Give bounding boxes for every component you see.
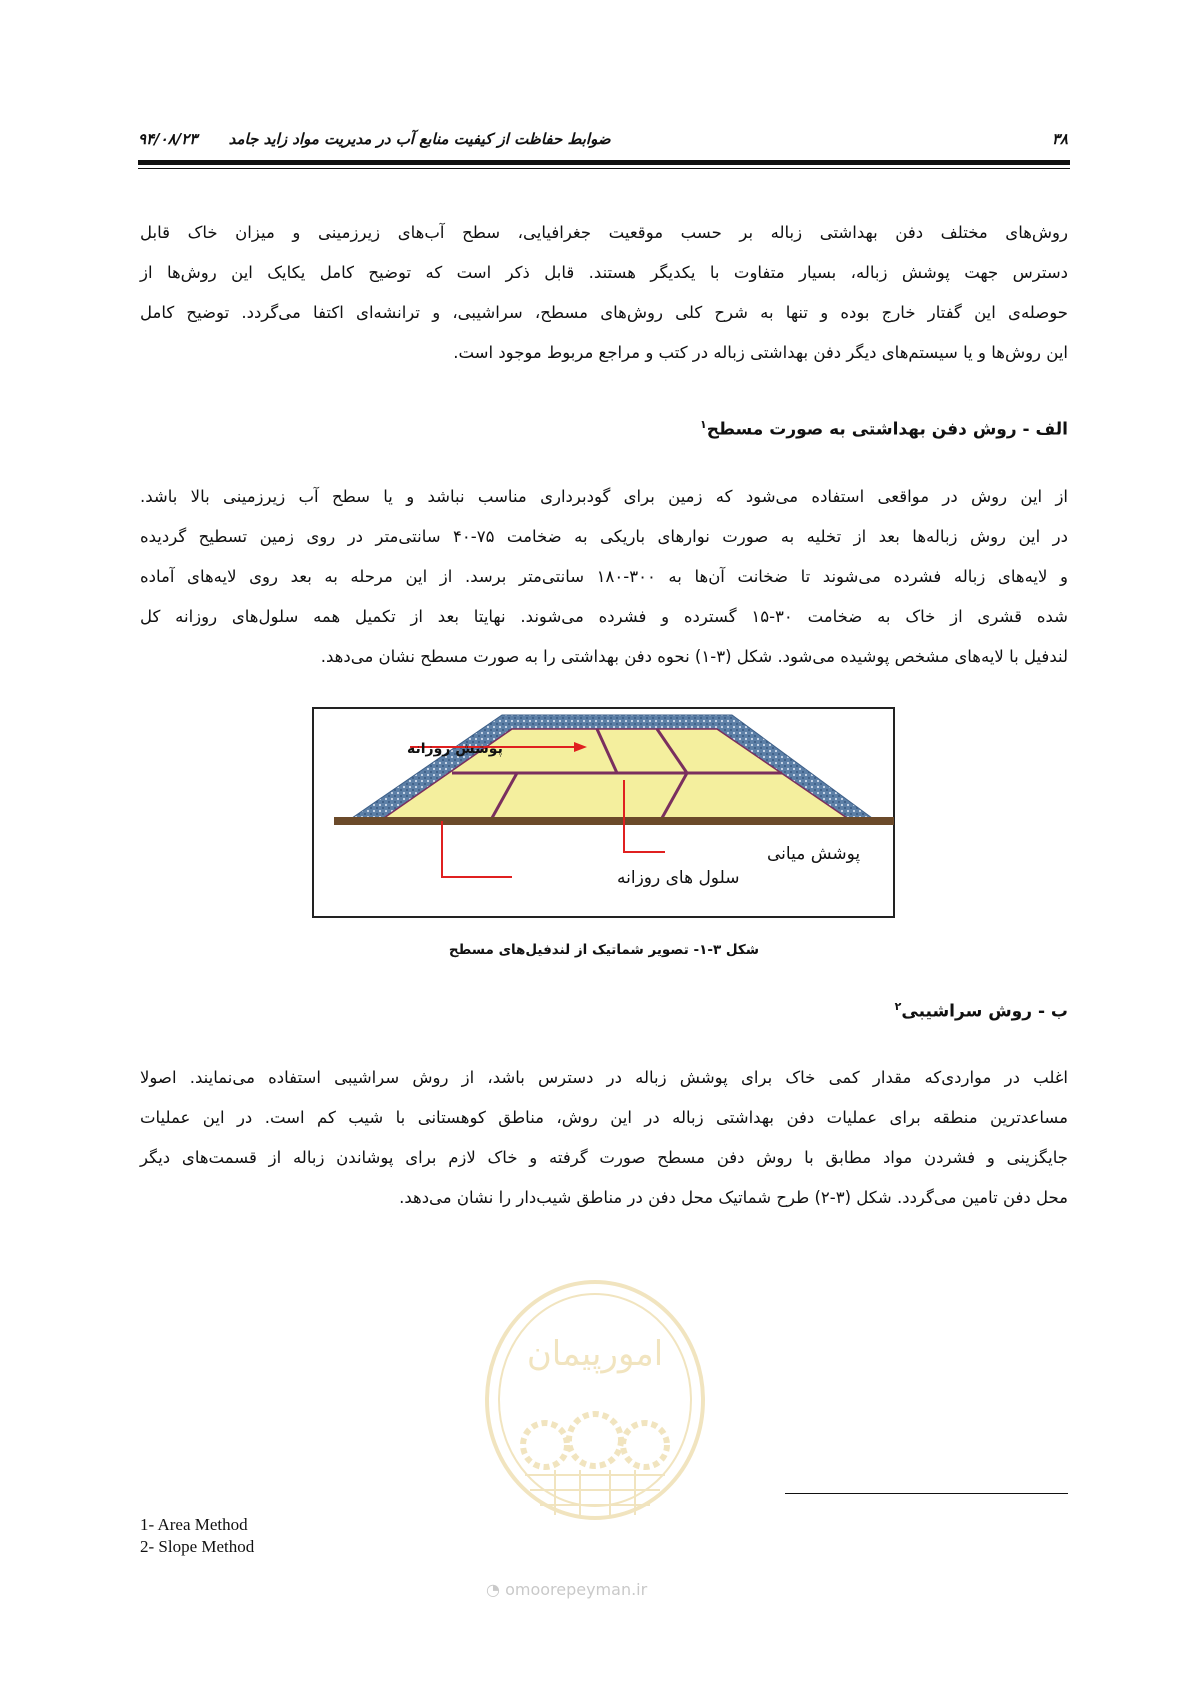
label-daily-cover: پوشش روزانه: [407, 741, 503, 757]
footnote-2: 2- Slope Method: [140, 1537, 255, 1556]
globe-icon: ◔: [486, 1580, 500, 1599]
running-header: [138, 130, 611, 148]
page-number: ۳۸: [1051, 130, 1068, 148]
text-line: روش‌های مختلف دفن بهداشتی زباله بر حسب موقعیت جغرافیایی، سطح آب‌های زیرزمینی و میزان خاک قابل: [140, 223, 1068, 242]
header-rule-thin: [138, 168, 1070, 169]
watermark-logo: [475, 1275, 715, 1555]
text-line: محل دفن تامین می‌گردد. شکل (۳-۲) طرح شماتیک محل دفن در مناطق شیب‌دار را نشان می‌دهد.: [399, 1188, 1068, 1207]
header-rule: [138, 160, 1070, 165]
footnote-rule: [785, 1493, 1068, 1494]
ground-layer: [334, 817, 894, 825]
footnote-ref-2: ۲: [894, 1000, 902, 1013]
watermark-logo-text: امورپیمان: [526, 1334, 664, 1374]
text-line: در این روش زباله‌ها بعد از تخلیه به صورت نوارهای باریکی به ضخامت ۷۵-۴۰ سانتی‌متر در روی زمین تسطیح گردیده: [140, 527, 1068, 546]
area-landfill-diagram: [312, 707, 895, 918]
footnote-ref-1: ۱: [699, 418, 707, 431]
figure-caption: شکل ۳-۱- تصویر شماتیک از لندفیل‌های مسطح: [448, 942, 760, 958]
footnotes: [140, 1514, 254, 1558]
intro-paragraph: [140, 213, 1068, 373]
label-intermediate-cover: پوشش میانی: [767, 844, 861, 864]
watermark-url: [486, 1580, 647, 1599]
watermark-url-text: omoorepeyman.ir: [505, 1580, 648, 1599]
text-line: این روش‌ها و یا سیستم‌های دیگر دفن بهداشتی زباله در کتب و مراجع مربوط موجود است.: [453, 343, 1068, 362]
section-b-heading: [895, 1000, 1068, 1022]
text-line: مساعدترین منطقه برای عملیات دفن بهداشتی زباله در این روش، مناطق کوهستانی با شیب کم است. در این عملیات: [140, 1108, 1068, 1127]
section-a-paragraph: [140, 477, 1068, 677]
text-line: از این روش در مواقعی استفاده می‌شود که زمین برای گودبرداری مناسب نباشد و یا سطح آب زیرزمینی بالا باشد.: [140, 487, 1068, 506]
running-header-code: ۹۴/۰۸/۲۳: [138, 130, 198, 148]
text-line: شده قشری از خاک به ضخامت ۳۰-۱۵ گسترده و فشرده می‌شوند. نهایتا بعد از تکمیل همه سلول‌های روزانه کل: [140, 607, 1068, 626]
text-line: جایگزینی و فشردن مواد مطابق با روش دفن مسطح صورت گرفته و خاک لازم برای پوشاندن زباله از قسمت‌های دیگر: [140, 1148, 1068, 1167]
running-header-title: ضوابط حفاظت از کیفیت منابع آب در مدیریت مواد زاید جامد: [228, 130, 611, 148]
section-b-title: ب - روش سراشیبی: [901, 1001, 1068, 1022]
label-daily-cells: سلول های روزانه: [617, 868, 740, 888]
section-a-title: الف - روش دفن بهداشتی به صورت مسطح: [706, 419, 1068, 440]
text-line: لندفیل با لایه‌های مشخص پوشیده می‌شود. شکل (۳-۱) نحوه دفن بهداشتی را به صورت مسطح نشان می‌دهد.: [320, 647, 1068, 666]
section-b-paragraph: [140, 1058, 1068, 1218]
text-line: اغلب در مواردی‌که مقدار کمی خاک برای پوشش زباله در دسترس باشد، از روش سراشیبی استفاده می‌نمایند. اصولا: [140, 1068, 1068, 1087]
text-line: و لایه‌های زباله فشرده می‌شوند تا ضخانت آن‌ها به ۳۰۰-۱۸۰ سانتی‌متر برسد. از این مرحله به بعد روی لایه‌های آماده: [140, 567, 1068, 586]
text-line: دسترس جهت پوشش زباله، بسیار متفاوت با یکدیگر هستند. قابل ذکر است که توضیح کامل یکایک این روش‌ها از: [140, 263, 1068, 282]
text-line: حوصله‌ی این گفتار خارج بوده و تنها به شرح کلی روش‌های مسطح، سراشیبی، و ترانشه‌ای اکتفا می‌گردد. توضیح کامل: [140, 303, 1068, 322]
footnote-1: 1- Area Method: [140, 1515, 248, 1534]
section-a-heading: [700, 418, 1068, 440]
